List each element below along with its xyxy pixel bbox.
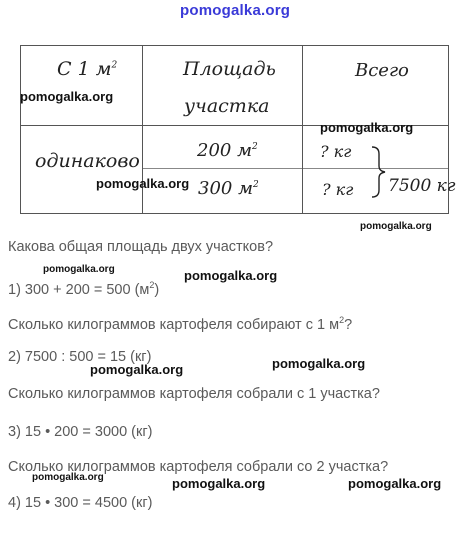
total-1: ? кг bbox=[320, 142, 352, 161]
col2-header-line2: участка bbox=[184, 95, 270, 117]
step-1-answer: 1) 300 + 200 = 500 $(м^2)$ bbox=[8, 280, 160, 298]
watermark: pomogalka.org bbox=[272, 356, 366, 371]
row-label: одинаково bbox=[35, 150, 140, 172]
watermark: pomogalka.org bbox=[172, 476, 266, 491]
combined-total: 7500 кг bbox=[388, 176, 456, 196]
col2-header-line1: Площадь bbox=[183, 58, 276, 80]
watermark: pomogalka.org bbox=[348, 476, 442, 491]
watermark: pomogalka.org bbox=[90, 362, 184, 377]
watermark: pomogalka.org bbox=[320, 120, 414, 135]
watermark: pomogalka.org bbox=[32, 472, 104, 483]
step-2-question: Сколько килограммов картофеля собирают с 1 $м^2$? bbox=[8, 315, 353, 333]
step-2-answer: 2) 7500 : 500 = 15 (кг) bbox=[8, 349, 152, 365]
col1-header: С 1 $м^2$ bbox=[57, 58, 118, 80]
watermark: pomogalka.org bbox=[43, 264, 115, 275]
col3-header: Всего bbox=[355, 60, 409, 81]
total-2: ? кг bbox=[322, 180, 354, 199]
area-2: 300 $м^2$ bbox=[198, 178, 259, 199]
step-4-question: Сколько килограммов картофеля собрали со 2 участка? bbox=[8, 459, 389, 475]
watermark: pomogalka.org bbox=[184, 268, 278, 283]
step-4-answer: 4) 15 • 300 = 4500 (кг) bbox=[8, 495, 153, 511]
watermark: pomogalka.org bbox=[360, 221, 432, 232]
step-3-question: Сколько килограммов картофеля собрали с 1 участка? bbox=[8, 386, 380, 402]
header-watermark: pomogalka.org bbox=[180, 2, 291, 19]
step-1-question: Какова общая площадь двух участков? bbox=[8, 239, 274, 255]
watermark: pomogalka.org bbox=[20, 89, 114, 104]
step-3-answer: 3) 15 • 200 = 3000 (кг) bbox=[8, 424, 153, 440]
watermark: pomogalka.org bbox=[96, 176, 190, 191]
area-1: 200 $м^2$ bbox=[197, 140, 258, 161]
